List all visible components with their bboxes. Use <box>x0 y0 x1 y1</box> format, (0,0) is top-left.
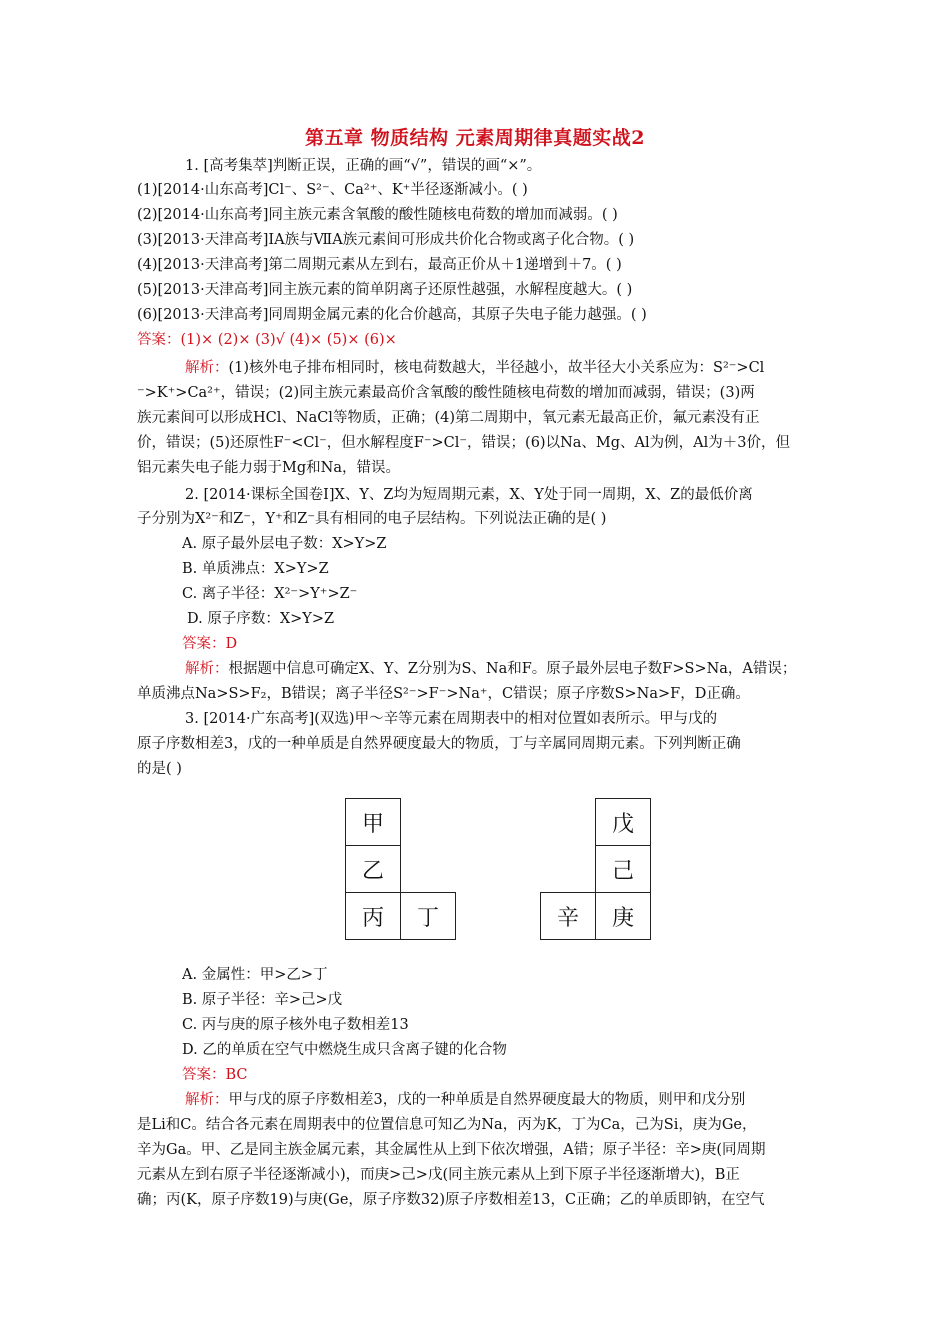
question-3-stem: 的是( ) <box>137 761 182 777</box>
page-title: 第五章 物质结构 元素周期律真题实战2 <box>305 127 645 149</box>
question-2-option-a: A. 原子最外层电子数：X>Y>Z <box>182 536 387 552</box>
analysis-3-line: 解析：甲与戊的原子序数相差3，戊的一种单质是自然界硬度最大的物质，则甲和戊分别 <box>185 1092 746 1108</box>
element-cell-ji: 己 <box>595 845 651 893</box>
analysis-label: 解析： <box>185 661 229 677</box>
element-cell-xin: 辛 <box>540 892 596 940</box>
analysis-label: 解析： <box>185 360 229 376</box>
analysis-2-line: 单质沸点Na>S>F₂，B错误；离子半径S²⁻>F⁻>Na⁺，C错误；原子序数S>Na>F，D正确。 <box>137 686 750 702</box>
analysis-2-line: 解析：根据题中信息可确定X、Y、Z分别为S、Na和F。原子最外层电子数F>S>Na，A错误； <box>185 661 797 677</box>
analysis-1-line: 族元素间可以形成HCl、NaCl等物质，正确；(4)第二周期中，氧元素无最高正价，氟元素没有正 <box>137 410 760 426</box>
question-3-option-d: D. 乙的单质在空气中燃烧生成只含离子键的化合物 <box>182 1042 507 1058</box>
question-2-stem: 2. [2014·课标全国卷Ⅰ]X、Y、Z均为短周期元素，X、Y处于同一周期，X、Z的最低价离 <box>185 487 753 503</box>
question-3-option-a: A. 金属性：甲>乙>丁 <box>182 967 328 983</box>
question-1-item: (6)[2013·天津高考]同周期金属元素的化合价越高，其原子失电子能力越强。( ) <box>137 307 647 323</box>
element-cell-wu: 戊 <box>595 798 651 846</box>
question-2-option-c: C. 离子半径：X²⁻>Y⁺>Z⁻ <box>182 586 358 602</box>
question-1-item: (5)[2013·天津高考]同主族元素的简单阴离子还原性越强，水解程度越大。( ) <box>137 282 633 298</box>
analysis-label: 解析： <box>185 1092 229 1108</box>
element-cell-jia: 甲 <box>345 798 401 846</box>
question-3-option-c: C. 丙与庚的原子核外电子数相差13 <box>182 1017 409 1033</box>
question-1-item: (3)[2013·天津高考]ⅠA族与ⅦA族元素间可形成共价化合物或离子化合物。( ) <box>137 232 635 248</box>
analysis-3-line: 确；丙(K，原子序数19)与庚(Ge，原子序数32)原子序数相差13，C正确；乙的单质即钠，在空气 <box>137 1192 765 1208</box>
question-2-stem: 子分别为X²⁻和Z⁻，Y⁺和Z⁻具有相同的电子层结构。下列说法正确的是( ) <box>137 511 607 527</box>
question-3-stem: 原子序数相差3，戊的一种单质是自然界硬度最大的物质，丁与辛属同周期元素。下列判断正确 <box>137 736 741 752</box>
question-1-item: (4)[2013·天津高考]第二周期元素从左到右，最高正价从＋1递增到＋7。( ) <box>137 257 622 273</box>
answer-2: 答案：D <box>182 636 238 652</box>
element-cell-bing: 丙 <box>345 892 401 940</box>
question-3-option-b: B. 原子半径：辛>己>戊 <box>182 992 343 1008</box>
answer-1: 答案：(1)× (2)× (3)√ (4)× (5)× (6)× <box>137 332 397 348</box>
analysis-1-line: 铝元素失电子能力弱于Mg和Na，错误。 <box>137 460 400 476</box>
element-cell-geng: 庚 <box>595 892 651 940</box>
question-3-stem: 3. [2014·广东高考](双选)甲～辛等元素在周期表中的相对位置如表所示。甲与戊的 <box>185 711 718 727</box>
question-1-item: (1)[2014·山东高考]Cl⁻、S²⁻、Ca²⁺、K⁺半径逐渐减小。( ) <box>137 182 528 198</box>
question-1-stem: 1. [高考集萃]判断正误，正确的画“√”，错误的画“×”。 <box>185 158 542 174</box>
element-cell-ding: 丁 <box>400 892 456 940</box>
element-cell-yi: 乙 <box>345 845 401 893</box>
analysis-1-line: 价，错误；(5)还原性F⁻<Cl⁻，但水解程度F⁻>Cl⁻，错误；(6)以Na、Mg、Al为例，Al为＋3价，但 <box>137 435 790 451</box>
analysis-1-line: 解析：(1)核外电子排布相同时，核电荷数越大，半径越小，故半径大小关系应为：S²⁻>Cl <box>185 360 765 376</box>
question-2-option-b: B. 单质沸点：X>Y>Z <box>182 561 329 577</box>
question-2-option-d: D. 原子序数：X>Y>Z <box>187 611 335 627</box>
analysis-3-line: 是Li和C。结合各元素在周期表中的位置信息可知乙为Na，丙为K，丁为Ca，己为Si，庚为Ge， <box>137 1117 757 1133</box>
analysis-1-line: ⁻>K⁺>Ca²⁺，错误；(2)同主族元素最高价含氧酸的酸性随核电荷数的增加而减弱，错误；(3)两 <box>137 385 755 401</box>
question-1-item: (2)[2014·山东高考]同主族元素含氧酸的酸性随核电荷数的增加而减弱。( ) <box>137 207 618 223</box>
answer-3: 答案：BC <box>182 1067 248 1083</box>
analysis-3-line: 辛为Ga。甲、乙是同主族金属元素，其金属性从上到下依次增强，A错；原子半径：辛>庚(同周期 <box>137 1142 766 1158</box>
analysis-3-line: 元素从左到右原子半径逐渐减小)，而庚>己>戊(同主族元素从上到下原子半径逐渐增大)，B正 <box>137 1167 740 1183</box>
